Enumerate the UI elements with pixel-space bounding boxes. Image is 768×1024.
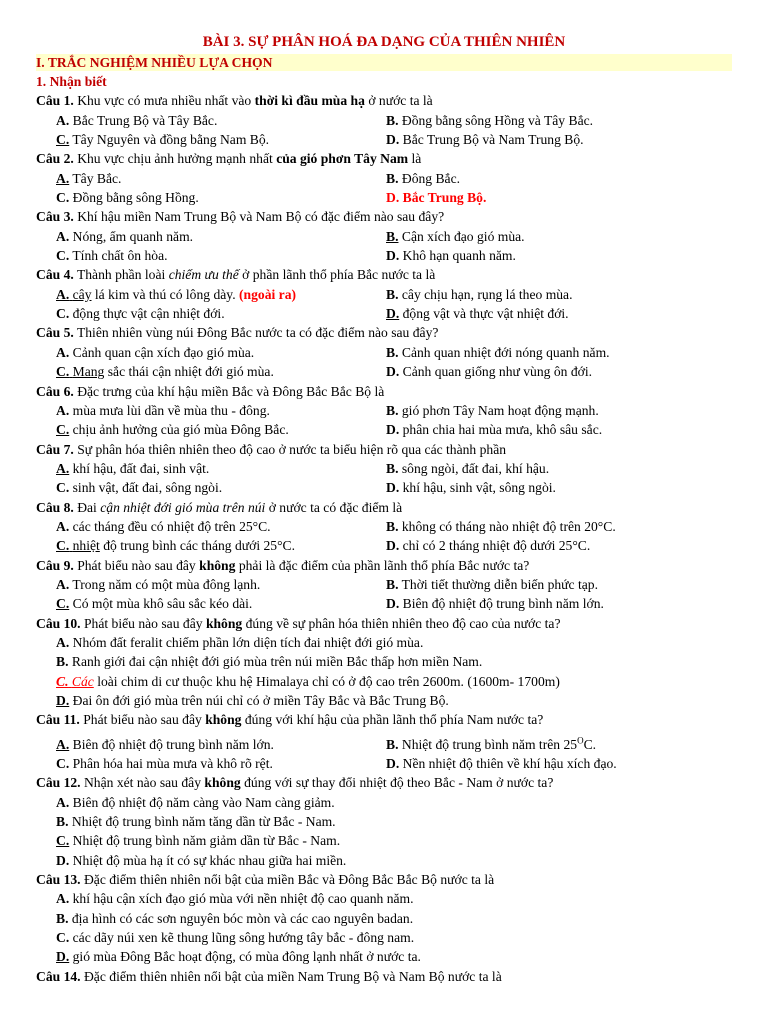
question-1-options-cd: C. Tây Nguyên và đồng bằng Nam Bộ. D. Bắc Trung Bộ và Nam Trung Bộ. xyxy=(56,132,584,148)
question-9-option-c: Có một mùa khô sâu sắc kéo dài. xyxy=(72,596,253,612)
subsection-heading: 1. Nhận biết xyxy=(36,74,107,89)
question-2-option-a: Tây Bắc. xyxy=(72,170,122,186)
question-11-option-b: Nhiệt độ trung bình năm trên $25^OC$. xyxy=(401,735,597,752)
question-6-option-c: chịu ảnh hưởng của gió mùa Đông Bắc. xyxy=(72,422,289,438)
question-9-option-d: Biên độ nhiệt độ trung bình năm lớn. xyxy=(402,596,604,612)
question-8-options-cd: C. nhiệt độ trung bình các tháng dưới 25°C. D. chỉ có 2 tháng nhiệt độ dưới 25°C. xyxy=(56,538,591,554)
question-13-option-a: A. khí hậu cận xích đạo gió mùa với nền nhiệt độ cao quanh năm. xyxy=(56,891,414,907)
question-8-option-b: không có tháng nào nhiệt độ trên 20°C. xyxy=(401,518,616,534)
question-1-option-c: Tây Nguyên và đồng bằng Nam Bộ. xyxy=(72,132,270,148)
question-10: Câu 10. Phát biểu nào sau đây không đúng về sự phân hóa thiên nhiên theo độ cao của nước ta? xyxy=(36,615,561,631)
question-12: Câu 12. Nhận xét nào sau đây không đúng với sự thay đổi nhiệt độ theo Bắc - Nam ở nước ta? xyxy=(36,775,554,791)
question-4-option-c: động thực vật cận nhiệt đới. xyxy=(72,306,225,322)
question-10-option-d: D. Đai ôn đới gió mùa trên núi chỉ có ở miền Tây Bắc và Bắc Trung Bộ. xyxy=(56,693,449,708)
question-1: Câu 1. Khu vực có mưa nhiều nhất vào thời kì đầu mùa hạ ở nước ta là xyxy=(36,93,433,109)
question-5-option-d: Cảnh quan giống như vùng ôn đới. xyxy=(402,364,593,380)
question-2-option-c: Đồng bằng sông Hồng. xyxy=(72,190,199,206)
question-9: Câu 9. Phát biểu nào sau đây không phải là đặc điểm của phần lãnh thổ phía Bắc nước ta? xyxy=(36,557,530,573)
question-12-option-d: D. Nhiệt độ mùa hạ ít có sự khác nhau giữa hai miền. xyxy=(56,852,347,868)
question-7-option-a: khí hậu, đất đai, sinh vật. xyxy=(72,460,210,476)
question-2-option-d: Bắc Trung Bộ. xyxy=(402,190,487,206)
question-9-options-ab: A. Trong năm có một mùa đông lạnh. B. Thời tiết thường diễn biến phức tạp. xyxy=(56,576,598,592)
question-1-option-a: Bắc Trung Bộ và Tây Bắc. xyxy=(72,112,218,128)
question-8-option-c: độ trung bình các tháng dưới 25°C. xyxy=(103,538,295,554)
question-5-option-a: Cảnh quan cận xích đạo gió mùa. xyxy=(72,344,255,360)
question-6-options-cd: C. chịu ảnh hưởng của gió mùa Đông Bắc. D. phân chia hai mùa mưa, khô sâu sắc. xyxy=(56,422,603,438)
question-2-options-cd: C. Đồng bằng sông Hồng. D. Bắc Trung Bộ. xyxy=(56,190,487,206)
question-4-option-a: lá kim và thú có lông dày. xyxy=(94,286,236,302)
question-6-option-d: phân chia hai mùa mưa, khô sâu sắc. xyxy=(402,422,603,438)
question-7-options-cd: C. sinh vật, đất đai, sông ngòi. D. khí hậu, sinh vật, sông ngòi. xyxy=(56,480,556,496)
question-11-option-d: Nền nhiệt độ thiên về khí hậu xích đạo. xyxy=(402,756,617,772)
question-5: Câu 5. Thiên nhiên vùng núi Đông Bắc nước ta có đặc điểm nào sau đây? xyxy=(36,325,439,341)
question-3-options-cd: C. Tính chất ôn hòa. D. Khô hạn quanh năm. xyxy=(56,248,516,264)
question-5-option-c: sắc thái cận nhiệt đới gió mùa. xyxy=(107,364,274,380)
question-14: Câu 14. Đặc điểm thiên nhiên nổi bật của miền Nam Trung Bộ và Nam Bộ nước ta là xyxy=(36,968,502,984)
question-8-options-ab: A. các tháng đều có nhiệt độ trên 25°C. B. không có tháng nào nhiệt độ trên 20°C. xyxy=(56,518,616,534)
question-12-option-c: C. Nhiệt độ trung bình năm giảm dần từ Bắc - Nam. xyxy=(56,833,341,849)
question-12-option-b: B. Nhiệt độ trung bình năm tăng dần từ Bắc - Nam. xyxy=(56,814,336,830)
question-13-option-d: D. gió mùa Đông Bắc hoạt động, có mùa đông lạnh nhất ở nước ta. xyxy=(56,949,421,965)
question-6-option-b: gió phơn Tây Nam hoạt động mạnh. xyxy=(401,402,599,418)
question-8-option-d: chỉ có 2 tháng nhiệt độ dưới 25°C. xyxy=(402,538,591,554)
question-7-option-b: sông ngòi, đất đai, khí hậu. xyxy=(401,460,550,476)
question-10-option-a: A. Nhóm đất feralit chiếm phần lớn diện tích đai nhiệt đới gió mùa. xyxy=(56,634,424,650)
question-11-option-a: Biên độ nhiệt độ trung bình năm lớn. xyxy=(72,736,274,752)
question-3-option-a: Nóng, ẩm quanh năm. xyxy=(72,228,194,244)
question-12-option-a: A. Biên độ nhiệt độ năm càng vào Nam càng giảm. xyxy=(56,794,335,810)
section-heading: I. TRẮC NGHIỆM NHIỀU LỰA CHỌN xyxy=(36,54,732,71)
question-7: Câu 7. Sự phân hóa thiên nhiên theo độ cao ở nước ta biểu hiện rõ qua các thành phần xyxy=(36,441,507,457)
question-8: Câu 8. Đai cận nhiệt đới gió mùa trên núi ở nước ta có đặc điểm là xyxy=(36,499,403,515)
question-11-options-ab: A. Biên độ nhiệt độ trung bình năm lớn. B. Nhiệt độ trung bình năm trên $25^OC$. xyxy=(56,735,597,752)
question-13: Câu 13. Đặc điểm thiên nhiên nổi bật của miền Bắc và Đông Bắc Bắc Bộ nước ta là xyxy=(36,872,495,888)
question-2-options-ab: A. Tây Bắc. B. Đông Bắc. xyxy=(56,170,461,186)
question-4-options-cd: C. động thực vật cận nhiệt đới. D. động vật và thực vật nhiệt đới. xyxy=(56,306,569,322)
question-1-option-d: Bắc Trung Bộ và Nam Trung Bộ. xyxy=(402,132,584,148)
question-4-note: (ngoài ra) xyxy=(239,286,297,302)
question-9-option-a: Trong năm có một mùa đông lạnh. xyxy=(72,576,261,592)
question-5-options-cd: C. Mang sắc thái cận nhiệt đới gió mùa. D. Cảnh quan giống như vùng ôn đới. xyxy=(56,364,593,380)
question-11-options-cd: C. Phân hóa hai mùa mưa và khô rõ rệt. D. Nền nhiệt độ thiên về khí hậu xích đạo. xyxy=(56,756,617,772)
question-2: Câu 2. Khu vực chịu ảnh hưởng mạnh nhất của gió phơn Tây Nam là xyxy=(36,151,422,167)
question-7-option-d: khí hậu, sinh vật, sông ngòi. xyxy=(402,480,556,496)
question-3-options-ab: A. Nóng, ẩm quanh năm. B. Cận xích đạo gió mùa. xyxy=(56,228,525,244)
question-10-option-b: B. Ranh giới đai cận nhiệt đới gió mùa trên núi miền Bắc thấp hơn miền Nam. xyxy=(56,654,483,670)
question-13-option-b: B. địa hình có các sơn nguyên bóc mòn và các cao nguyên badan. xyxy=(56,910,414,926)
question-9-option-b: Thời tiết thường diễn biến phức tạp. xyxy=(401,576,598,592)
question-6-options-ab: A. mùa mưa lùi dần về mùa thu - đông. B. gió phơn Tây Nam hoạt động mạnh. xyxy=(56,402,599,418)
question-6: Câu 6. Đặc trưng của khí hậu miền Bắc và Đông Bắc Bắc Bộ là xyxy=(36,383,385,399)
question-3-option-b: Cận xích đạo gió mùa. xyxy=(401,228,525,244)
question-5-option-b: Cảnh quan nhiệt đới nóng quanh năm. xyxy=(401,344,610,360)
question-3-option-c: Tính chất ôn hòa. xyxy=(72,248,168,264)
question-4: Câu 4. Thành phần loài chiếm ưu thế ở phần lãnh thổ phía Bắc nước ta là xyxy=(36,267,436,283)
question-7-options-ab: A. khí hậu, đất đai, sinh vật. B. sông ngòi, đất đai, khí hậu. xyxy=(56,460,550,476)
question-4-options-ab: A. cây lá kim và thú có lông dày. (ngoài ra) B. cây chịu hạn, rụng lá theo mùa. xyxy=(56,286,573,302)
question-3: Câu 3. Khí hậu miền Nam Trung Bộ và Nam Bộ có đặc điểm nào sau đây? xyxy=(36,209,445,225)
question-13-option-c: C. các dãy núi xen kẽ thung lũng sông hướng tây bắc - đông nam. xyxy=(56,930,415,946)
page-title: BÀI 3. SỰ PHÂN HOÁ ĐA DẠNG CỦA THIÊN NHIÊN xyxy=(202,34,566,50)
question-1-option-b: Đồng bằng sông Hồng và Tây Bắc. xyxy=(401,112,594,128)
question-4-option-b: cây chịu hạn, rụng lá theo mùa. xyxy=(401,286,573,302)
question-11-option-c: Phân hóa hai mùa mưa và khô rõ rệt. xyxy=(72,756,273,772)
question-9-options-cd: C. Có một mùa khô sâu sắc kéo dài. D. Biên độ nhiệt độ trung bình năm lớn. xyxy=(56,596,604,612)
question-1-options-ab: A. Bắc Trung Bộ và Tây Bắc. B. Đồng bằng sông Hồng và Tây Bắc. xyxy=(56,112,594,128)
question-6-option-a: mùa mưa lùi dần về mùa thu - đông. xyxy=(72,402,270,418)
question-10-option-c: C. Các loài chim di cư thuộc khu hệ Himalaya chỉ có ở độ cao trên 2600m. (1600m- 1700m) xyxy=(56,673,560,689)
question-7-option-c: sinh vật, đất đai, sông ngòi. xyxy=(72,480,223,496)
question-5-options-ab: A. Cảnh quan cận xích đạo gió mùa. B. Cảnh quan nhiệt đới nóng quanh năm. xyxy=(56,344,610,360)
question-3-option-d: Khô hạn quanh năm. xyxy=(402,248,516,264)
question-11: Câu 11. Phát biểu nào sau đây không đúng với khí hậu của phần lãnh thổ phía Nam nước ta? xyxy=(36,712,544,728)
question-4-option-d: động vật và thực vật nhiệt đới. xyxy=(402,306,569,322)
question-2-option-b: Đông Bắc. xyxy=(401,170,461,186)
question-8-option-a: các tháng đều có nhiệt độ trên 25°C. xyxy=(72,518,271,534)
